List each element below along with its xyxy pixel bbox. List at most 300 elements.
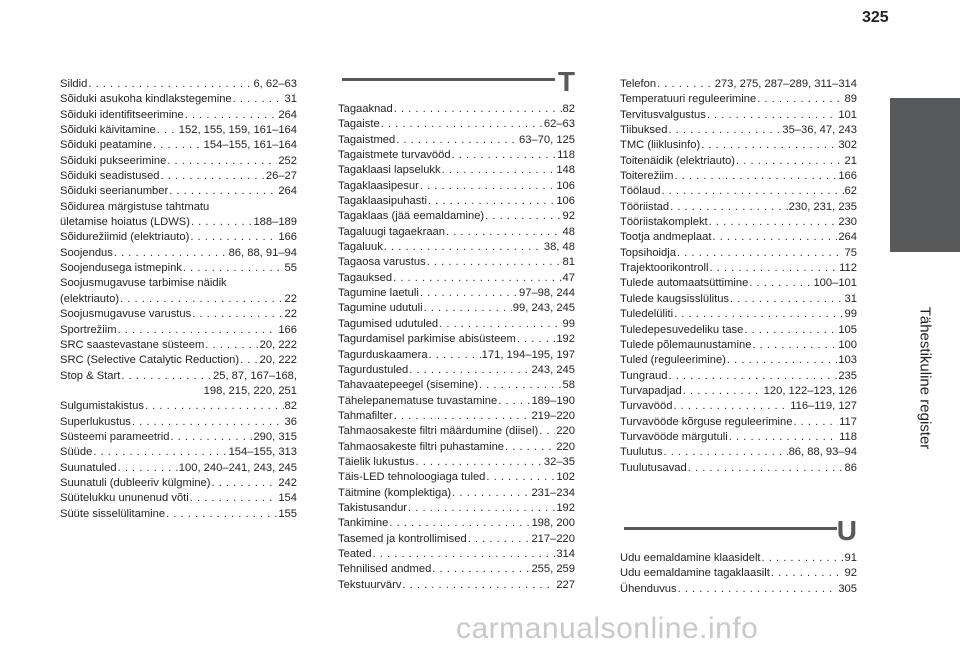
page-references: 290, 315 [253,430,297,443]
leader-dots [394,102,562,117]
leader-dots [161,169,265,184]
leader-dots [729,430,838,445]
index-entry [338,486,575,501]
index-term: Turvavööde kõrguse reguleerimine [620,415,793,428]
leader-dots [145,399,284,414]
index-entry [338,255,575,270]
index-entry [620,566,857,581]
page-references: 100, 240–241, 243, 245 [178,461,297,474]
page-references: 82 [562,103,575,115]
index-term: Tehnilised andmed [338,563,432,576]
page-references: 6, 62–63 [253,78,297,90]
leader-dots [793,415,838,430]
index-entry [60,369,297,384]
index-column-3 [620,77,857,476]
index-entry [60,415,297,430]
index-entry [60,92,297,107]
index-term: Tekstuurvärv [338,578,402,591]
leader-dots [762,551,844,566]
page-references: 192 [556,333,575,346]
page-references: 118 [557,149,575,162]
index-term: Täitmine (komplektiga) [338,486,452,499]
leader-dots [166,507,277,522]
page-references: 100 [838,338,857,351]
leader-dots [408,501,555,516]
page-references: 102 [556,471,575,484]
leader-dots [192,307,283,322]
leader-dots [771,566,844,581]
index-term: Tagurdamisel parkimise abisüsteem [338,333,516,346]
index-entry [620,123,857,138]
index-entry [338,578,575,593]
index-entry [338,240,575,255]
leader-dots [121,369,212,384]
index-entry [620,184,857,199]
index-entry-line: Sõidurea märgistuse tahtmatu [60,200,210,213]
index-entry [620,138,857,153]
index-entry [60,445,297,460]
index-term: Teated [338,547,372,560]
page-references: 58 [562,379,575,392]
index-entry [60,323,297,338]
index-term: Tagumine udutuli [338,302,423,315]
index-term: Tagumine laetuli [338,287,419,300]
index-entry [338,194,575,209]
index-entry [338,562,575,577]
index-entry [60,138,297,153]
index-term: ületamise hoiatus (LDWS) [60,216,190,229]
index-term: Sõidurežiimid (elektriauto) [60,231,190,244]
index-entry [60,230,297,245]
page-references: 219–220 [531,409,575,422]
index-entry [338,394,575,409]
leader-dots [736,154,844,169]
index-term: Tähelepanematuse tuvastamine [338,394,498,407]
leader-dots [384,240,543,255]
page-references: 112 [839,262,857,275]
page-references: 22 [284,308,297,321]
index-term: Sõiduki seerianumber [60,185,169,198]
leader-dots [661,184,843,199]
page-references: 86, 88, 93–94 [788,446,857,459]
index-entry [620,276,857,291]
page-references: 188–189 [253,216,297,229]
index-entry-line: Soojusmugavuse tarbimise näidik [60,277,227,290]
index-entry [620,338,857,353]
leader-dots [432,562,530,577]
index-entry [338,409,575,424]
index-entry [338,501,575,516]
index-entry [620,353,857,368]
leader-dots [505,440,555,455]
leader-dots [402,578,555,593]
page-references: 82 [284,400,297,413]
index-term: Tagaiste [338,118,380,131]
letter-header-rule [342,78,555,81]
index-entry [620,384,857,399]
page-references: 86, 88, 91–94 [228,246,297,259]
leader-dots [393,271,561,286]
index-entry [338,532,575,547]
leader-dots [498,394,530,409]
index-term: Tagaklaasipuhasti [338,195,427,208]
index-entry [60,338,297,353]
leader-dots [446,225,562,240]
index-term: Tulede põlemaunustamine [620,338,752,351]
index-term: Udu eemaldamine klaasidelt [620,552,761,564]
leader-dots [668,123,781,138]
leader-dots [93,445,227,460]
page-references: 103 [838,354,857,367]
index-entry [338,133,575,148]
leader-dots [668,369,837,384]
page-references: 314 [556,547,575,560]
index-term: Soojusmugavuse varustus [60,308,192,321]
letter-heading: T [557,66,575,97]
index-entry [338,225,575,240]
index-entry [338,547,575,562]
page-references: 86 [844,461,857,474]
page-references: 154 [278,492,297,505]
index-entry [338,286,575,301]
leader-dots [674,169,837,184]
leader-dots [389,516,530,531]
page-references: 198, 200 [531,517,575,530]
leader-dots [710,261,839,276]
index-entry [60,353,297,368]
index-term: Suunatuli (dubleeriv külgmine) [60,476,211,489]
page-references: 117 [839,415,857,428]
index-term: Tagurduskaamera [338,348,428,361]
watermark: carmanualsonline.info [456,612,759,645]
page-references: 81 [562,256,575,269]
index-term: Tagurdustuled [338,363,409,376]
index-entry [60,154,297,169]
index-entry [338,440,575,455]
index-term: Tervitusvalgustus [620,108,706,121]
index-term: Telefon [620,78,657,90]
index-term: Tahavaatepeegel (sisemine) [338,379,478,392]
page-references: 20, 222 [259,354,297,367]
index-term: SRC (Selective Catalytic Reduction) [60,354,240,367]
leader-dots [727,353,837,368]
index-term: Sõiduki pukseerimine [60,154,167,167]
page-references: 97–98, 244 [519,287,575,300]
index-term: Tankimine [338,517,389,530]
index-entry [60,246,297,261]
letter-header-u [620,515,857,551]
leader-dots [169,184,277,199]
index-entry [338,470,575,485]
page-references: 20, 222 [259,338,297,351]
index-entry [338,148,575,163]
page-references: 99 [844,308,857,321]
leader-dots [424,301,512,316]
leader-dots [730,292,844,307]
index-term: Trajektoorikontroll [620,262,709,275]
index-term: Sõiduki asukoha kindlakstegemine [60,93,232,106]
page-references: 31 [284,93,297,106]
page-references: 217–220 [531,532,575,545]
index-term: Tuulutus [620,446,663,459]
index-entry [338,209,575,224]
leader-dots [381,117,543,132]
page-references: 120, 122–123, 126 [763,384,857,397]
index-entry [620,92,857,107]
index-term: Tagauksed [338,271,393,284]
index-term: Tasemed ja kontrollimised [338,532,467,545]
leader-dots [752,338,837,353]
page-references: 63–70, 125 [519,133,575,146]
index-entry [620,445,857,460]
leader-dots [373,547,556,562]
leader-dots [170,430,252,445]
index-entry [60,77,297,92]
page-references: 99, 243, 245 [512,302,575,315]
leader-dots [240,353,259,368]
index-entry [338,179,575,194]
index-term: Temperatuuri reguleerimine [620,93,757,106]
index-term: Tulede automaatsüttimine [620,277,749,290]
leader-dots [118,461,178,476]
index-term: Tagaklaas (jää eemaldamine) [338,210,485,223]
index-term: Sõiduki seadistused [60,170,160,183]
index-entry [620,551,857,566]
index-entry [620,461,857,476]
index-entry [620,169,857,184]
leader-dots [485,209,561,224]
leader-dots [132,415,284,430]
page-references: 62 [844,185,857,198]
page-references: 264 [838,231,857,244]
leader-dots [114,246,228,261]
side-tab-marker [890,98,960,252]
index-entry [620,582,857,597]
index-entry [60,430,297,445]
page-references: 154–155, 313 [228,446,297,459]
index-term: Tuled (reguleerimine) [620,354,726,367]
page-references: 242 [278,476,297,489]
index-entry [620,246,857,261]
index-entry [338,516,575,531]
index-section-u [620,515,857,597]
index-term: Soojendus [60,246,113,259]
index-term: Süütelukku ununenud võti [60,492,189,505]
page-references: 273, 275, 287–289, 311–314 [714,78,857,90]
index-term: Stop & Start [60,369,121,382]
page-references: 264 [278,185,297,198]
page-references: 264 [278,108,297,121]
page-references: 31 [844,292,857,305]
index-entry [60,507,297,522]
leader-dots [442,163,556,178]
page-references: 89 [844,93,857,106]
index-entry [620,154,857,169]
index-term: Tuledelüliti [620,308,674,321]
index-entry [338,455,575,470]
leader-dots [468,532,531,547]
index-term: Tiibuksed [620,124,668,137]
page-references: 171, 194–195, 197 [481,348,575,361]
index-column-1 [60,77,297,522]
page-references: 148 [556,164,575,177]
leader-dots [157,123,178,138]
page-references: 116–119, 127 [790,400,857,413]
page-references: 101 [838,108,857,121]
page-references: 305 [838,582,857,595]
index-term: Täielik lukustus [338,455,415,468]
leader-dots [688,461,844,476]
index-term: Tagaluugi tagaekraan [338,225,445,238]
index-term: Tagaistmete turvavööd [338,149,451,162]
index-entry [60,108,297,123]
index-term: Tagaistmed [338,133,396,146]
index-entry [620,430,857,445]
index-entry [620,261,857,276]
index-term: Süsteemi parameetrid [60,430,170,443]
index-term: Turvavööd [620,400,673,413]
index-term: Ühenduvus [620,582,677,595]
index-entry [338,271,575,286]
leader-dots [396,133,518,148]
leader-dots [677,246,844,261]
leader-dots [205,338,258,353]
index-term: Tagumised udutuled [338,317,439,330]
index-term: Turvapadjad [620,384,682,397]
leader-dots [670,200,787,215]
index-entry [60,261,297,276]
index-term: Takistusandur [338,501,408,514]
index-term: SRC saastevastane süsteem [60,338,205,351]
leader-dots [517,332,555,347]
leader-dots [749,276,812,291]
leader-dots [757,92,843,107]
page-references: 105 [838,323,857,336]
leader-dots [191,215,252,230]
side-tab-label-text: Tähestikuline register [916,306,934,450]
index-term: (elektriauto) [60,292,120,305]
leader-dots [657,77,714,92]
leader-dots [452,148,557,163]
index-entry [620,77,857,92]
index-column-2 [338,66,575,593]
letter-header-rule [624,527,837,530]
letter-heading: U [836,515,857,546]
leader-dots [707,108,838,123]
page-references: 62–63 [543,118,575,131]
page-references: 118 [839,430,857,443]
index-entry [620,369,857,384]
page-references: 166 [278,323,297,336]
leader-dots [664,445,788,460]
leader-dots [429,348,481,363]
page-references: 36 [284,415,297,428]
index-term: Soojendusega istmepink [60,262,182,275]
page-references: 47 [562,271,575,284]
index-term: Toitenäidik (elektriauto) [620,154,736,167]
page-references: 220 [556,425,575,438]
index-term: Tahmaosakeste filtri määrdumine (diisel) [338,425,539,438]
index-entry [60,491,297,506]
page-references: 26–27 [265,170,297,183]
leader-dots [118,323,278,338]
page-references: 302 [838,139,857,152]
page-references: 92 [844,567,857,580]
index-term: Täis-LED tehnoloogiaga tuled [338,471,486,484]
page-references: 99 [562,317,575,330]
page-references: 25, 87, 167–168, [213,369,297,382]
page-references: 38, 48 [543,241,575,254]
leader-dots [190,491,278,506]
index-term: Süüde [60,446,93,459]
leader-dots [190,230,277,245]
index-term: Sõiduki käivitamine [60,124,156,137]
leader-dots [409,363,530,378]
leader-dots [428,194,555,209]
index-entry [338,163,575,178]
index-term: Tulede kaugsisslülitus [620,292,730,305]
leader-dots [712,230,837,245]
leader-dots [486,470,555,485]
page-references: 231–234 [531,486,575,499]
letter-header-t [338,66,575,102]
page-references: 227 [556,578,575,591]
leader-dots [674,307,843,322]
index-term: Sportrežiim [60,323,117,336]
index-entry [60,215,297,230]
index-entry [60,169,297,184]
page-references: 243, 245 [531,363,575,376]
index-entry [338,424,575,439]
index-entry [60,123,297,138]
page-references: 152, 155, 159, 161–164 [178,124,297,137]
page-references: 92 [562,210,575,223]
leader-dots [120,292,283,307]
page-references: 35–36, 47, 243 [782,124,857,137]
index-term: Tahmaosakeste filtri puhastamine [338,440,505,453]
index-entry [338,301,575,316]
side-tab-label [890,258,960,498]
page-references: 106 [556,195,575,208]
index-entry [60,184,297,199]
index-entry [338,117,575,132]
index-entry [338,363,575,378]
leader-dots [744,323,837,338]
leader-dots [167,154,277,169]
index-term: Tungraud [620,369,668,382]
leader-dots [439,317,561,332]
index-term: Sulgumistakistus [60,400,144,413]
leader-dots [153,138,203,153]
index-entry [338,102,575,117]
page-references: 100–101 [813,277,857,290]
index-term: Tagaosa varustus [338,256,426,269]
page-references: 155 [278,507,297,520]
leader-dots [233,92,284,107]
index-term: Tahmafilter [338,409,393,422]
page-references: 48 [562,225,575,238]
leader-dots [709,215,838,230]
page-number: 325 [862,9,889,26]
page-references: 21 [844,154,857,167]
leader-dots [88,77,252,92]
index-term: Tagaklaasi lapselukk [338,164,441,177]
index-entry [620,200,857,215]
page-references: 192 [556,501,575,514]
index-entry [60,292,297,307]
page-references: 235 [838,369,857,382]
leader-dots [683,384,763,399]
